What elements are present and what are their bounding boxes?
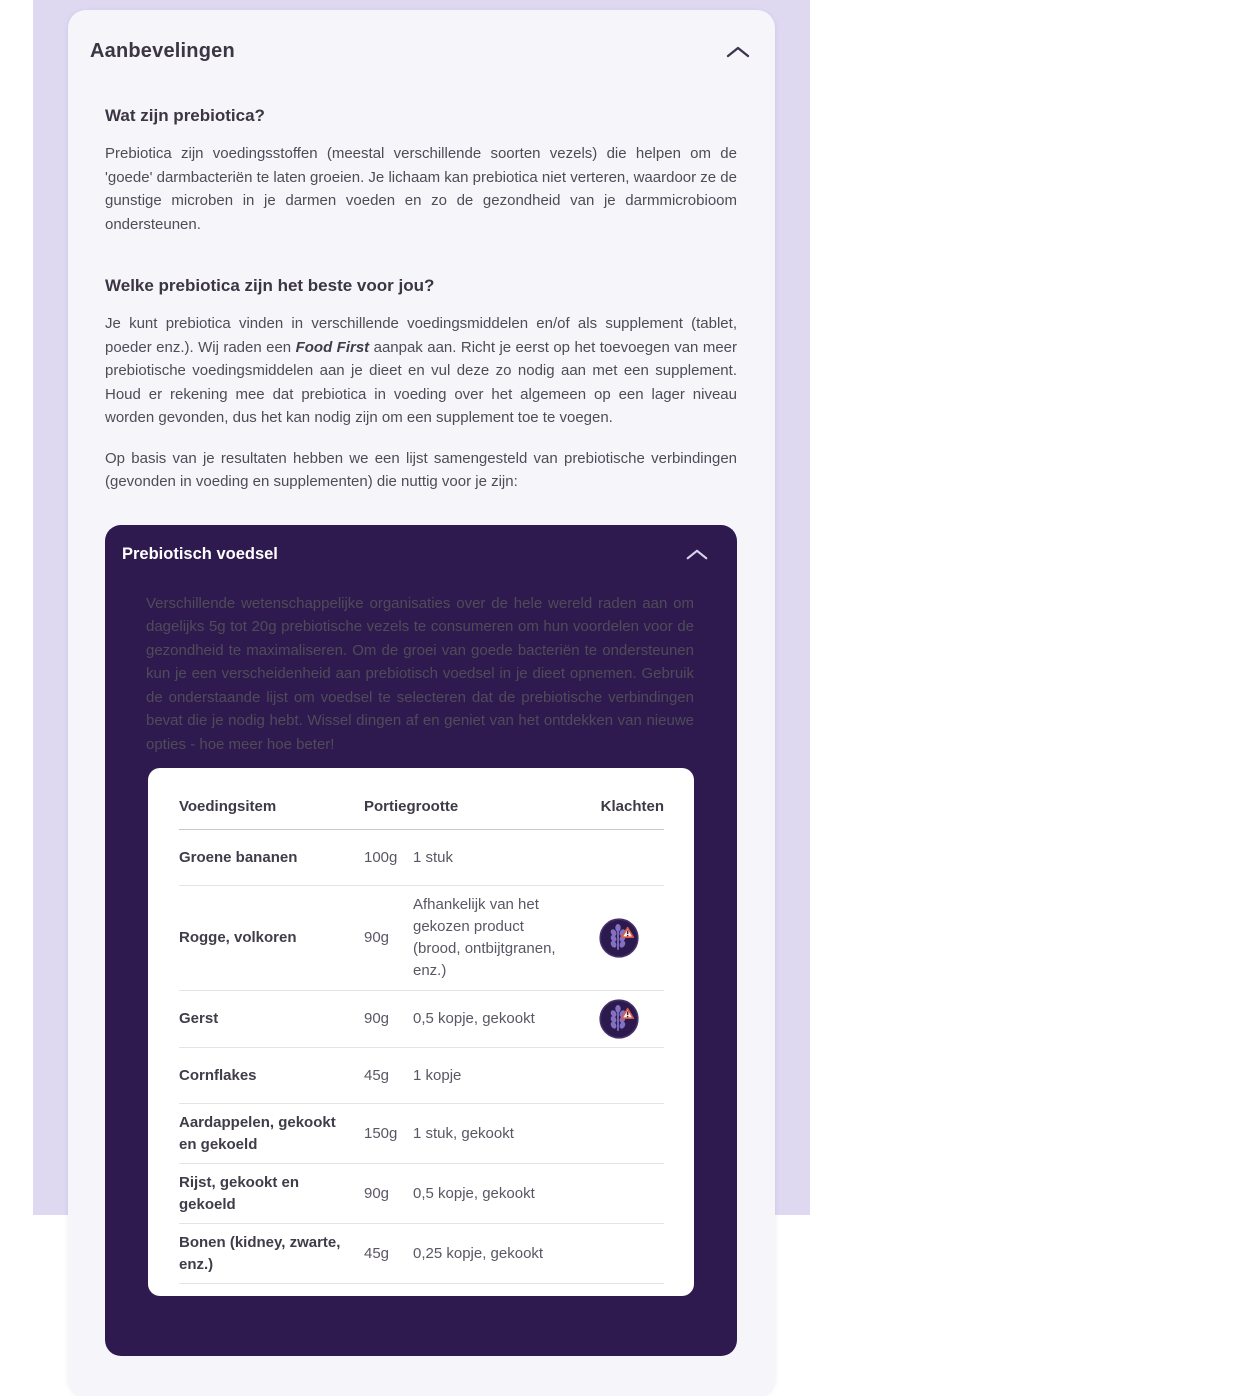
food-item-grams: 45g xyxy=(364,1244,390,1262)
recommendations-header[interactable] xyxy=(68,10,775,63)
food-item-name: Rogge, volkoren xyxy=(179,929,297,947)
food-item-portion: 1 kopje xyxy=(413,1066,462,1084)
table-row xyxy=(179,1048,664,1104)
paragraph-what: Prebiotica zijn voedingsstoffen (meestal verschillende soorten vezels) die helpen om de 'goede' darmbacteriën te laten groeien. Je lichaam kan prebiotica niet verteren, waardoor ze de gunstige microben in je darmen voeden en zo de gezondheid van je darmmicrobioom ondersteunen. xyxy=(105,145,737,233)
recommendations-body xyxy=(68,106,775,1396)
food-item-name: Rijst, gekookt en gekoeld xyxy=(179,1174,300,1213)
food-item-grams: 90g xyxy=(364,1010,390,1027)
chevron-up-icon xyxy=(725,47,751,62)
table-row xyxy=(179,830,664,886)
paragraph-results: Op basis van je resultaten hebben we een lijst samengesteld van prebiotische verbindingen (gevonden in voeding en supplementen) die nuttig voor je zijn: xyxy=(105,449,737,490)
column-header-complaints: Klachten xyxy=(600,798,664,815)
collapse-button[interactable] xyxy=(723,43,753,61)
prebiotic-food-header[interactable] xyxy=(105,525,737,564)
food-item-portion: 0,25 kopje, gekookt xyxy=(413,1244,544,1262)
food-table-card xyxy=(148,768,694,1296)
food-item-name: Bonen (kidney, zwarte, enz.) xyxy=(179,1234,341,1273)
table-header-row xyxy=(179,798,664,830)
food-item-grams: 45g xyxy=(364,1066,390,1084)
food-item-portion: 1 stuk, gekookt xyxy=(413,1124,514,1142)
food-item-portion: 0,5 kopje, gekookt xyxy=(413,1184,535,1202)
table-row xyxy=(179,1164,664,1224)
food-item-portion: Afhankelijk van het gekozen product (brood, ontbijtgranen, enz.) xyxy=(413,896,556,979)
section-heading-which: Welke prebiotica zijn het beste voor jou? xyxy=(105,276,435,295)
column-header-item: Voedingsitem xyxy=(179,798,277,815)
food-item-name: Aardappelen, gekookt en gekoeld xyxy=(179,1114,336,1153)
food-item-grams: 100g xyxy=(364,848,398,866)
food-item-portion: 0,5 kopje, gekookt xyxy=(413,1010,535,1027)
wheat-warning-icon[interactable] xyxy=(599,999,639,1039)
recommendations-card xyxy=(68,10,775,1396)
food-item-complaints-cell xyxy=(573,999,664,1039)
food-item-grams: 90g xyxy=(364,929,390,946)
food-table-body xyxy=(179,830,664,1284)
prebiotic-food-title: Prebiotisch voedsel xyxy=(122,544,278,563)
food-item-grams: 90g xyxy=(364,1184,390,1202)
page-title: Aanbevelingen xyxy=(90,40,235,62)
paragraph-which xyxy=(105,312,737,430)
paragraph-which-pre: Je kunt prebiotica vinden in verschillende voedingsmiddelen en/of als supplement (tablet, poeder enz.). Wij raden een xyxy=(105,315,737,356)
food-item-name: Cornflakes xyxy=(179,1066,257,1084)
column-header-portion: Portiegrootte xyxy=(364,798,459,815)
table-row xyxy=(179,991,664,1048)
content-panel xyxy=(33,0,810,1273)
table-row xyxy=(179,1104,664,1164)
food-item-grams: 150g xyxy=(364,1124,398,1142)
food-item-name: Groene bananen xyxy=(179,848,298,866)
food-item-name: Gerst xyxy=(179,1010,219,1028)
food-first-emphasis: Food First xyxy=(295,338,370,356)
collapse-button[interactable] xyxy=(683,546,711,563)
wheat-warning-icon[interactable] xyxy=(599,918,639,958)
table-row xyxy=(179,886,664,991)
chevron-up-icon xyxy=(685,549,709,564)
food-item-complaints-cell xyxy=(573,918,664,958)
paragraph-which-post: aanpak aan. Richt je eerst op het toevoegen van meer prebiotische voedingsmiddelen aan je dieet en vul deze zo nodig aan met een supplement. Houd er rekening mee dat prebiotica in voeding over het algemeen op een lager niveau worden gevonden, dus het kan nodig zijn om een supplement toe te voegen. xyxy=(105,338,737,426)
prebiotic-food-card xyxy=(105,525,737,1357)
table-row xyxy=(179,1224,664,1284)
prebiotic-food-intro: Verschillende wetenschappelijke organisaties over de hele wereld raden aan om dagelijks 5g tot 20g prebiotische vezels te consumeren om hun voordelen voor de gezondheid te maximaliseren. Om de groei van goede bacteriën te ondersteunen kun je een verscheidenheid aan prebiotisch voedsel in je dieet opnemen. Gebruik de onderstaande lijst om voedsel te selecteren dat de prebiotische verbindingen bevat die je nodig hebt. Wissel dingen af en geniet van het ontdekken van nieuwe opties - hoe meer hoe beter! xyxy=(146,594,694,753)
section-heading-what: Wat zijn prebiotica? xyxy=(105,106,265,125)
food-item-portion: 1 stuk xyxy=(413,848,454,866)
